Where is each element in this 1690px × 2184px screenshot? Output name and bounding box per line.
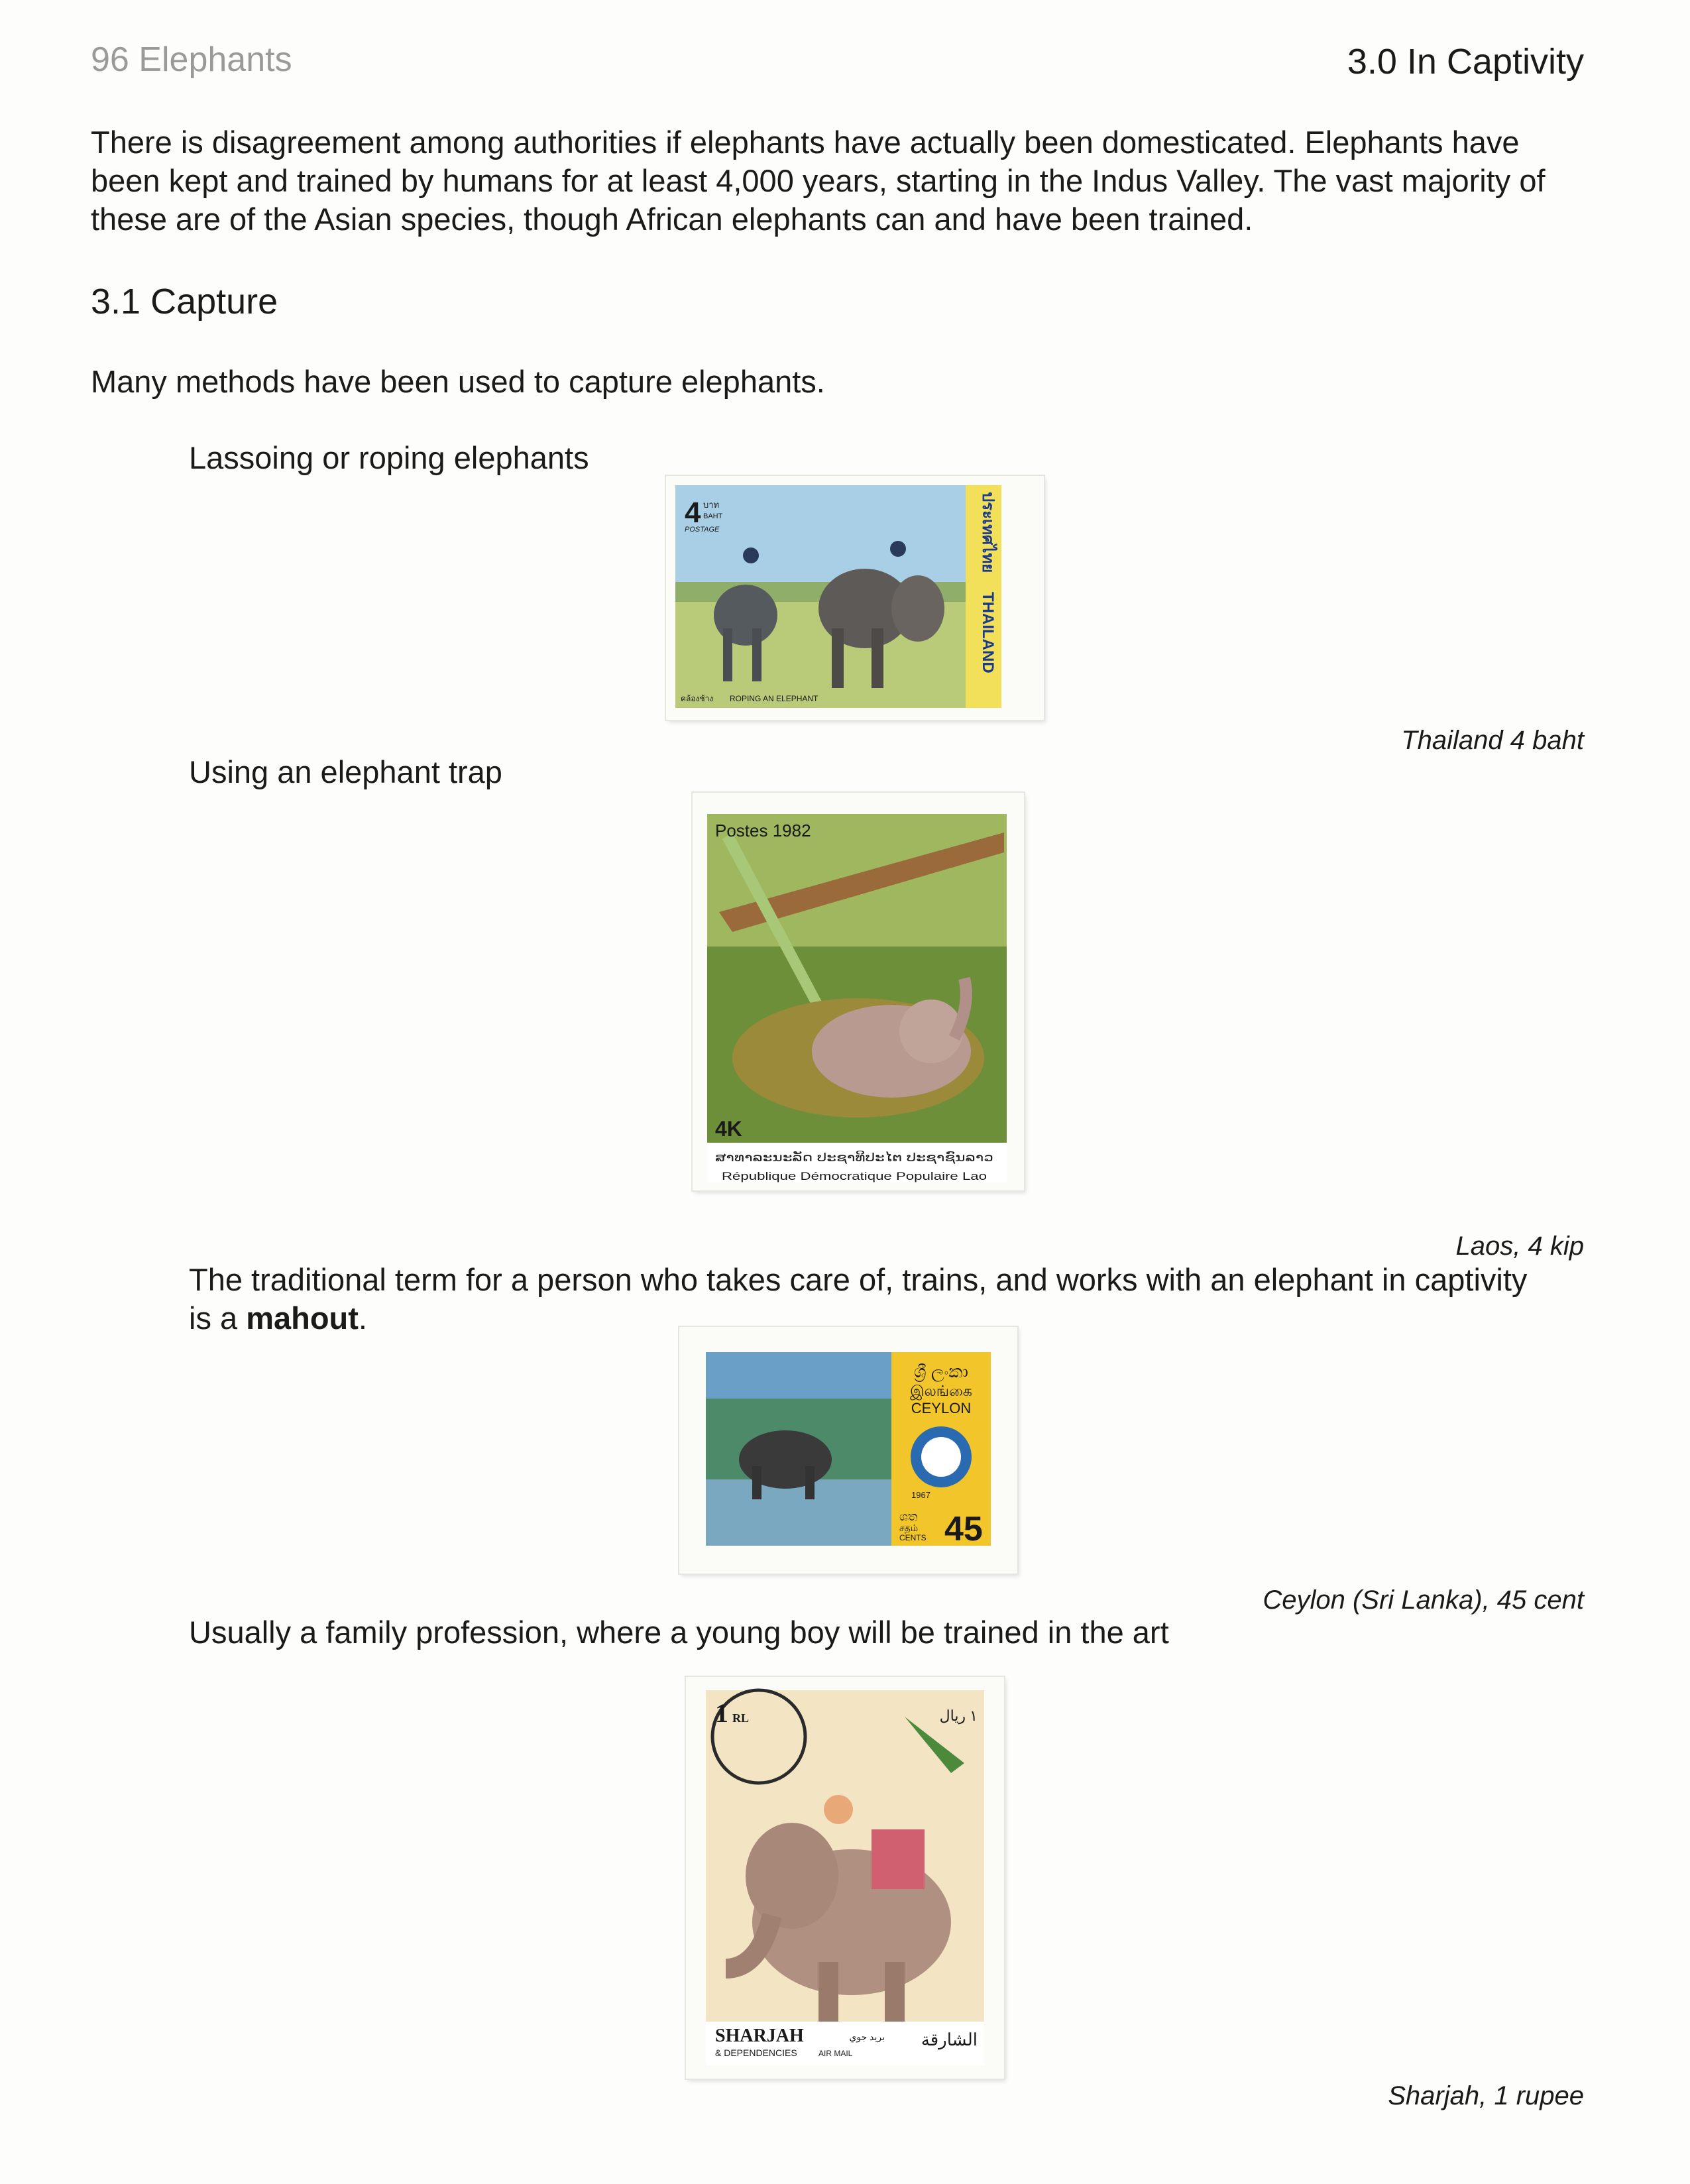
stamp-thailand-currency-thai: บาท <box>703 500 720 510</box>
caption-sharjah: Sharjah, 1 rupee <box>1388 2081 1584 2110</box>
stamp-thailand-country-thai: ประเทศไทย <box>979 492 997 573</box>
stamp-sharjah-air-mail-arabic: بريد جوي <box>849 2032 885 2042</box>
stamp-sharjah-dependencies: & DEPENDENCIES <box>715 2047 797 2058</box>
intro-paragraph: There is disagreement among authorities if elephants have actually been domesticated. Elephants have been kept and trained by humans for at least 4,000 years, starting in the Indus Valley. The vast majority of these are of the Asian species, though African elephants can and have been trained. <box>91 125 1546 237</box>
stamp-thailand-illustration <box>666 476 1044 720</box>
stamp-sharjah-value: 1 <box>715 1698 728 1728</box>
stamp-ceylon-cents: CENTS <box>899 1533 927 1542</box>
stamp-sharjah-value-arabic: ١ ريال <box>939 1707 978 1724</box>
stamp-thailand-title-thai: คล้องช้าง <box>681 694 714 703</box>
stamp-ceylon-country-tamil: இலங்கை <box>910 1383 972 1399</box>
stamp-sharjah-illustration <box>686 1677 1004 2079</box>
entry-label-mahout-text: The traditional term for a person who takes care of, trains, and works with an elephant in captivity is a <box>189 1262 1528 1336</box>
stamp-sharjah-country: SHARJAH <box>715 2026 804 2046</box>
stamp-thailand-value: 4 <box>685 496 701 529</box>
section-heading: 3.1 Capture <box>91 282 278 321</box>
stamp-ceylon-cents-tamil: சதம் <box>899 1523 919 1533</box>
stamp-sharjah-air-mail: AIR MAIL <box>818 2049 853 2058</box>
entry-label-trap: Using an elephant trap <box>189 754 502 789</box>
stamp-thailand-currency: BAHT <box>703 512 723 520</box>
stamp-thailand-postage: POSTAGE <box>685 526 720 534</box>
running-head-page-title: 96 Elephants <box>91 40 292 79</box>
caption-ceylon: Ceylon (Sri Lanka), 45 cent <box>1263 1585 1584 1615</box>
stamp-laos-value: 4K <box>715 1117 742 1141</box>
running-head-chapter: 3.0 In Captivity <box>1347 42 1584 82</box>
caption-laos: Laos, 4 kip <box>1455 1232 1584 1261</box>
stamp-laos-country: République Démocratique Populaire Lao <box>722 1170 987 1182</box>
stamp-ceylon-year: 1967 <box>911 1490 930 1500</box>
stamp-thailand-title: ROPING AN ELEPHANT <box>730 694 818 703</box>
stamp-sharjah-country-arabic: الشارقة <box>921 2030 978 2049</box>
stamp-sharjah-value-unit: RL <box>732 1711 750 1725</box>
caption-thailand: Thailand 4 baht <box>1401 726 1584 755</box>
stamp-ceylon-value: 45 <box>944 1510 983 1548</box>
mahout-term: mahout <box>246 1300 359 1336</box>
entry-label-roping: Lassoing or roping elephants <box>189 440 589 475</box>
stamp-ceylon-cents-sinhala: ශත <box>899 1510 918 1523</box>
stamp-laos-illustration <box>693 793 1024 1190</box>
entry-label-mahout-end: . <box>358 1300 367 1336</box>
stamp-ceylon-country: CEYLON <box>911 1400 972 1416</box>
entry-label-family: Usually a family profession, where a young boy will be trained in the art <box>189 1615 1169 1650</box>
stamp-laos-country-lao: ສາທາລະນະລັດ ປະຊາທິປະໄຕ ປະຊາຊົນລາວ <box>715 1151 919 1164</box>
stamp-ceylon-country-sinhala: ශ්‍රී ලංකා <box>914 1361 968 1381</box>
section-lead: Many methods have been used to capture elephants. <box>91 364 825 399</box>
stamp-thailand-country: THAILAND <box>979 592 997 673</box>
stamp-sharjah <box>686 1677 1004 2079</box>
stamp-laos-postes: Postes 1982 <box>715 821 811 840</box>
stamp-thailand <box>666 476 1044 720</box>
stamp-laos <box>693 793 1024 1190</box>
entry-label-mahout <box>189 1261 1534 1338</box>
stamp-ceylon <box>679 1327 1017 1574</box>
stamp-ceylon-illustration <box>679 1327 1017 1574</box>
